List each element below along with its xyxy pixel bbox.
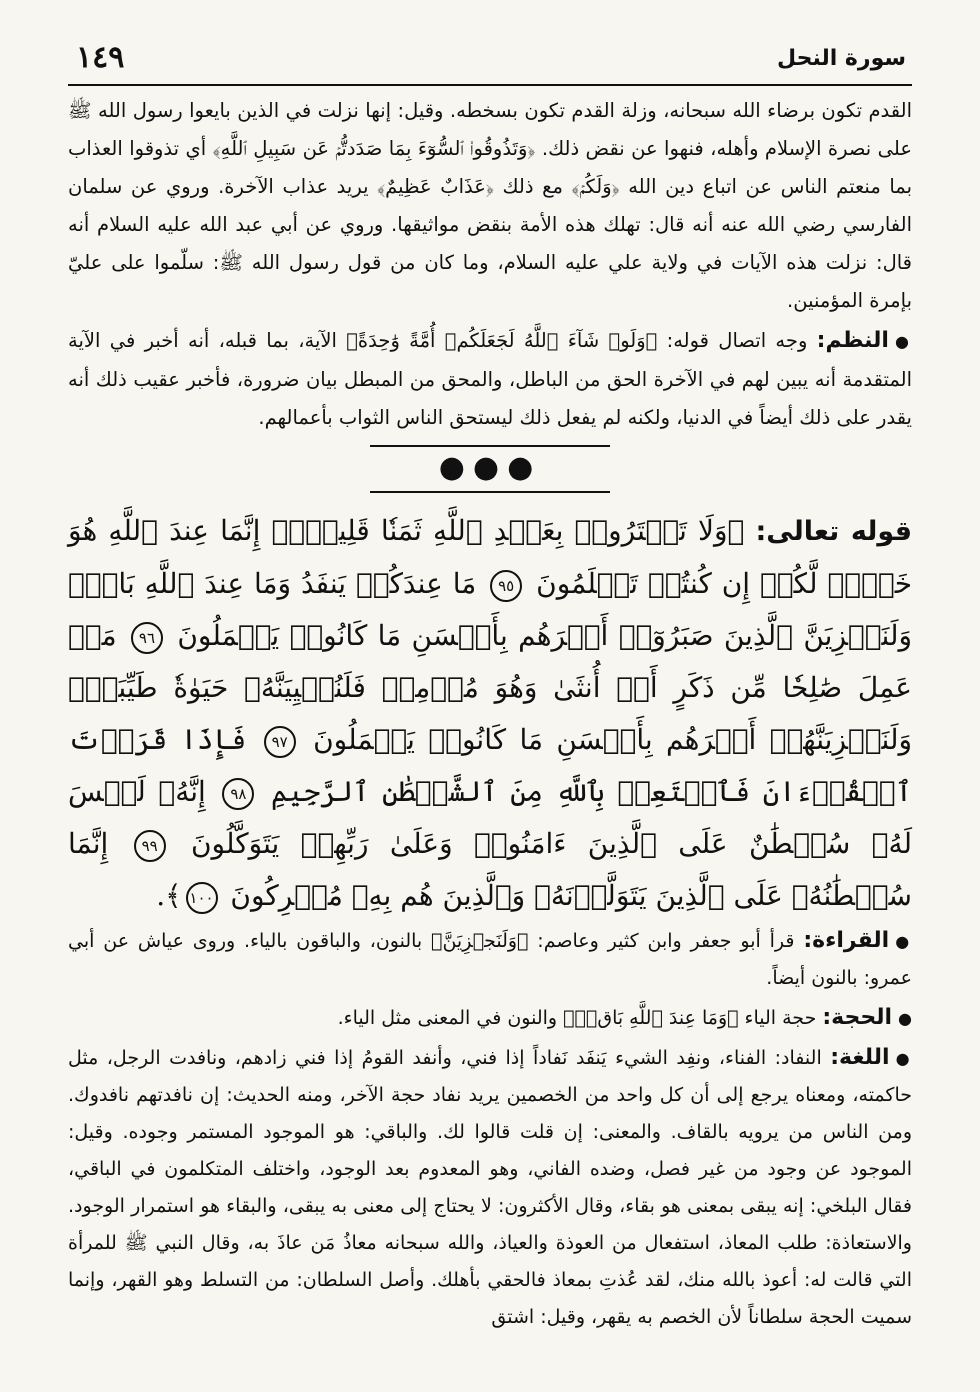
verse-text-97: مَنۡ عَمِلَ صَٰلِحٗا مِّن ذَكَرٍ أَوۡ أُنثَىٰ وَهُوَ مُؤۡمِنٞ فَلَنُحۡيِيَنَّهُۥ حَيَوٰةٗ طَيِّبَةٗۖ وَلَنَجۡزِيَنَّهُمۡ أَجۡرَهُم بِأَحۡسَنِ مَا كَانُوا۟ يَعۡمَلُونَ — [68, 619, 912, 756]
quran-verses — [68, 505, 912, 922]
qiraa-text: قرأ أبو جعفر وابن كثير وعاصم: ﴿وَلَنَجۡزِيَنَّ﴾ بالنون، والباقون بالياء. وروى عياش عن أبي عمرو: بالنون أيضاً. — [68, 930, 912, 989]
divider-rule-bottom — [370, 491, 610, 493]
verse-close: ﴾. — [156, 879, 182, 912]
hujja-text: حجة الياء ﴿وَمَا عِندَ ٱللَّهِ بَاقٖۗ﴾ والنون في المعنى مثل الياء. — [337, 1007, 817, 1029]
qiraa-paragraph — [68, 922, 912, 997]
intro-paragraph: القدم تكون برضاء الله سبحانه، وزلة القدم تكون بسخطه. وقيل: إنها نزلت في الذين بايعوا رسول الله ﷺ على نصرة الإسلام وأهله، فنهوا عن نقض ذلك. ﴿وَتَذُوقُوا۟ ٱلسُّوٓءَ بِمَا صَدَدتُّمۡ عَن سَبِيلِ ٱللَّهِ﴾ أي تذوقوا العذاب بما منعتم الناس عن اتباع دين الله ﴿وَلَكُمۡ﴾ مع ذلك ﴿عَذَابٌ عَظِيمٌ﴾ يريد عذاب الآخرة. وروي عن سلمان الفارسي رضي الله عنه أنه قال: تهلك هذه الأمة بنقض مواثيقها. وروي عن أبي عبد الله عليه السلام أنه قال: نزلت هذه الآيات في ولاية علي عليه السلام، وما كان من قول رسول الله ﷺ: سلّموا على عليّ بإمرة المؤمنين. — [68, 99, 912, 312]
divider-rule-top — [370, 445, 610, 447]
verse-text-98: فَإِذَا قَرَأۡتَ ٱلۡقُرۡءَانَ فَٱسۡتَعِذۡ بِٱللَّهِ مِنَ ٱلشَّيۡطَٰنِ ٱلرَّجِيمِ — [68, 723, 912, 808]
verse-text-100: إِنَّمَا سُلۡطَٰنُهُۥ عَلَى ٱلَّذِينَ يَتَوَلَّوۡنَهُۥ وَٱلَّذِينَ هُم بِهِۦ مُشۡرِكُونَ — [68, 827, 912, 912]
page-number: ١٤٩ — [76, 40, 125, 75]
ayah-number-95: ٩٥ — [490, 570, 522, 602]
nazm-text: وجه اتصال قوله: ﴿وَلَوۡ شَآءَ ٱللَّهُ لَجَعَلَكُمۡ أُمَّةً وَٰحِدَةً﴾ الآية، بما قبله، أنه أخبر في الآية المتقدمة أنه يبين لهم في الآخرة الحق من الباطل، والمحق من المبطل بيان ضرورة، فأخبر عقيب ذلك أنه يقدر على ذلك أيضاً في الدنيا، ولكنه لم يفعل ذلك ليستحق الناس الثواب بأعمالهم. — [68, 329, 912, 429]
verse-text-96: مَا عِندَكُمۡ يَنفَدُ وَمَا عِندَ ٱللَّهِ بَاقٖۗ وَلَنَجۡزِيَنَّ ٱلَّذِينَ صَبَرُوٓا۟ أَجۡرَهُم بِأَحۡسَنِ مَا كَانُوا۟ يَعۡمَلُونَ — [68, 567, 912, 652]
lugha-paragraph — [68, 1039, 912, 1336]
surah-title: سورة النحل — [776, 46, 906, 71]
qiraa-label: القراءة: — [803, 928, 890, 953]
verses-label: قوله تعالى: — [755, 516, 912, 547]
bullet-icon: ● — [898, 1009, 912, 1028]
verse-text-95: ﴿وَلَا تَشۡتَرُوا۟ بِعَهۡدِ ٱللَّهِ ثَمَنٗا قَلِيلًاۚ إِنَّمَا عِندَ ٱللَّهِ هُوَ خَيۡرٞ لَّكُمۡ إِن كُنتُمۡ تَعۡلَمُونَ — [68, 514, 913, 600]
hujja-label: الحجة: — [822, 1005, 893, 1030]
hujja-paragraph — [68, 999, 912, 1037]
commentary-notes — [68, 922, 912, 1336]
page-body — [68, 92, 912, 1336]
lugha-text: النفاد: الفناء، ونفِد الشيء يَنفَد نَفاداً إذا فني، وأنفد القومُ إذا فني زادهم، ونافدت الرجل، مثل حاكمته، ومعناه يرجع إلى أن كل واحد من الخصمين يريد نفاد حجة الآخر، ومنه الحديث: إن نافدتهم نافدوك. ومن الناس من يرويه بالقاف. والمعنى: إن قلت قالوا لك. والباقي: هو الموجود المستمر وجوده. وقيل: الموجود عن وجود من غير فصل، وضده الفاني، وهو المعدوم بعد الوجود، واختلف المتكلمون في الباقي، فقال البلخي: إنه يبقى بمعنى هو بقاء، وقال الأكثرون: لا يحتاج إلى معنى به يبقى، والبقاء هو استمرار الوجود. والاستعاذة: طلب المعاذ، استفعال من العوذة والعياذ، والله سبحانه معاذُ مَن عاذَ به، وقال النبي ﷺ للمرأة التي قالت له: أعوذ بالله منك، لقد عُذتِ بمعاذ فالحقي بأهلك. وأصل السلطان: من التسلط وهو القهر، وإنما سميت الحجة سلطاناً لأن الخصم به يقهر، وقيل: اشتق — [68, 1047, 912, 1328]
nazm-label: النظم: — [816, 328, 889, 353]
nazm-paragraph — [68, 322, 912, 437]
divider-dots: ●●● — [438, 450, 542, 485]
page-header — [68, 38, 912, 86]
ayah-number-99: ٩٩ — [134, 830, 166, 862]
bullet-icon: ● — [894, 332, 912, 351]
ayah-number-96: ٩٦ — [131, 622, 163, 654]
lugha-label: اللغة: — [830, 1045, 890, 1070]
ayah-number-97: ٩٧ — [264, 726, 296, 758]
bullet-icon: ● — [895, 932, 913, 951]
ayah-number-98: ٩٨ — [222, 778, 254, 810]
verse-text-99: إِنَّهُۥ لَيۡسَ لَهُۥ سُلۡطَٰنٌ عَلَى ٱلَّذِينَ ءَامَنُوا۟ وَعَلَىٰ رَبِّهِمۡ يَتَوَكَّلُونَ — [68, 775, 912, 860]
bullet-icon: ● — [895, 1049, 912, 1068]
section-divider — [370, 437, 610, 495]
ayah-number-100: ١٠٠ — [186, 882, 218, 914]
